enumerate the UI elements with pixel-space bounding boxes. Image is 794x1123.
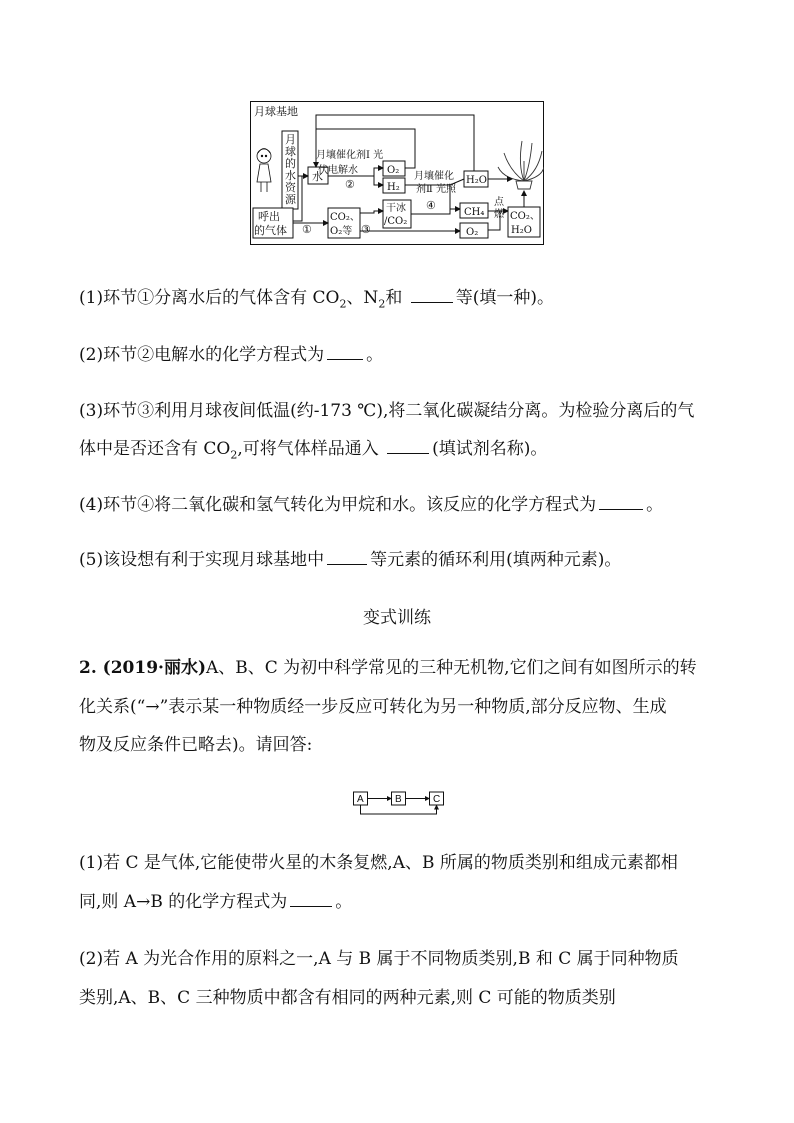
- problem-2-sub1-line1: (1)若 C 是气体,它能使带火星的木条复燃,A、B 所属的物质类别和组成元素都相: [79, 853, 678, 873]
- svg-text:④: ④: [426, 199, 436, 212]
- question-4: (4)环节④将二氧化碳和氢气转化为甲烷和水。该反应的化学方程式为 。: [79, 495, 664, 515]
- svg-text:水: 水: [285, 169, 296, 182]
- svg-text:O₂: O₂: [466, 227, 479, 238]
- svg-text:CO₂、: CO₂、: [330, 212, 360, 223]
- problem-2-sub2-line2: 类别,A、B、C 三种物质中都含有相同的两种元素,则 C 可能的物质类别: [79, 988, 616, 1008]
- problem-2-line3: 物及反应条件已略去)。请回答:: [79, 735, 313, 755]
- answer-blank[interactable]: [327, 550, 367, 565]
- svg-text:月壤催化剂Ⅰ 光: 月壤催化剂Ⅰ 光: [316, 150, 384, 161]
- svg-text:H₂: H₂: [387, 182, 400, 193]
- svg-text:月壤催化: 月壤催化: [414, 171, 454, 182]
- svg-text:O₂等: O₂等: [330, 226, 353, 237]
- svg-text:水: 水: [312, 170, 323, 183]
- svg-text:干冰: 干冰: [386, 203, 406, 214]
- question-1: (1)环节①分离水后的气体含有 $CO_2$、$N_2$和 等(填一种)。: [79, 288, 554, 311]
- question-2: (2)环节②电解水的化学方程式为 。: [79, 345, 384, 365]
- water-source-label: [285, 133, 297, 206]
- answer-blank[interactable]: [290, 892, 332, 907]
- svg-text:CO₂、: CO₂、: [510, 211, 540, 222]
- svg-text:O₂: O₂: [387, 165, 400, 176]
- svg-text:②: ②: [345, 178, 355, 191]
- svg-text:H₂O: H₂O: [511, 225, 532, 236]
- abc-flow-diagram: [353, 790, 445, 820]
- svg-text:球: 球: [285, 145, 296, 158]
- question-3-line1: (3)环节③利用月球夜间低温(约-173 ℃),将二氧化碳凝结分离。为检验分离后的气: [79, 401, 695, 421]
- section-heading: 变式训练: [363, 608, 431, 628]
- svg-text:H₂O: H₂O: [466, 175, 487, 186]
- svg-text:点: 点: [494, 197, 504, 208]
- svg-text:剂Ⅱ 光照: 剂Ⅱ 光照: [416, 184, 456, 195]
- moon-base-diagram: [250, 101, 544, 245]
- base-label: 月球基地: [254, 105, 298, 118]
- svg-text:①: ①: [302, 223, 312, 236]
- svg-text:资: 资: [285, 181, 296, 194]
- question-5: (5)该设想有利于实现月球基地中 等元素的循环利用(填两种元素)。: [79, 550, 622, 570]
- svg-text:伏电解水: 伏电解水: [318, 165, 358, 176]
- svg-text:呼出: 呼出: [258, 210, 280, 223]
- answer-blank[interactable]: [411, 288, 453, 303]
- problem-2-line1: 2. (2019·丽水)A、B、C 为初中科学常见的三种无机物,它们之间有如图所示的转: [79, 658, 697, 678]
- svg-text:的气体: 的气体: [254, 224, 287, 237]
- svg-text:/CO₂: /CO₂: [384, 216, 408, 227]
- problem-2-sub1-line2: 同,则 A→B 的化学方程式为 。: [79, 892, 353, 912]
- question-3-line2: 体中是否还含有 $CO_2$,可将气体样品通入 (填试剂名称)。: [79, 439, 548, 462]
- svg-text:月: 月: [285, 133, 296, 146]
- svg-text:燃: 燃: [494, 209, 504, 220]
- node-c: C: [433, 794, 441, 805]
- node-b: B: [395, 794, 402, 805]
- node-a: A: [357, 794, 364, 805]
- svg-text:源: 源: [285, 193, 296, 206]
- answer-blank[interactable]: [387, 439, 429, 454]
- answer-blank[interactable]: [599, 495, 643, 510]
- svg-text:的: 的: [285, 157, 296, 170]
- svg-text:CH₄: CH₄: [464, 207, 485, 218]
- answer-blank[interactable]: [327, 345, 363, 360]
- problem-2-line2: 化关系(“→”表示某一种物质经一步反应可转化为另一种物质,部分反应物、生成: [79, 697, 667, 717]
- svg-text:③: ③: [361, 223, 371, 236]
- problem-2-sub2-line1: (2)若 A 为光合作用的原料之一,A 与 B 属于不同物质类别,B 和 C 属于同种物质: [79, 949, 679, 969]
